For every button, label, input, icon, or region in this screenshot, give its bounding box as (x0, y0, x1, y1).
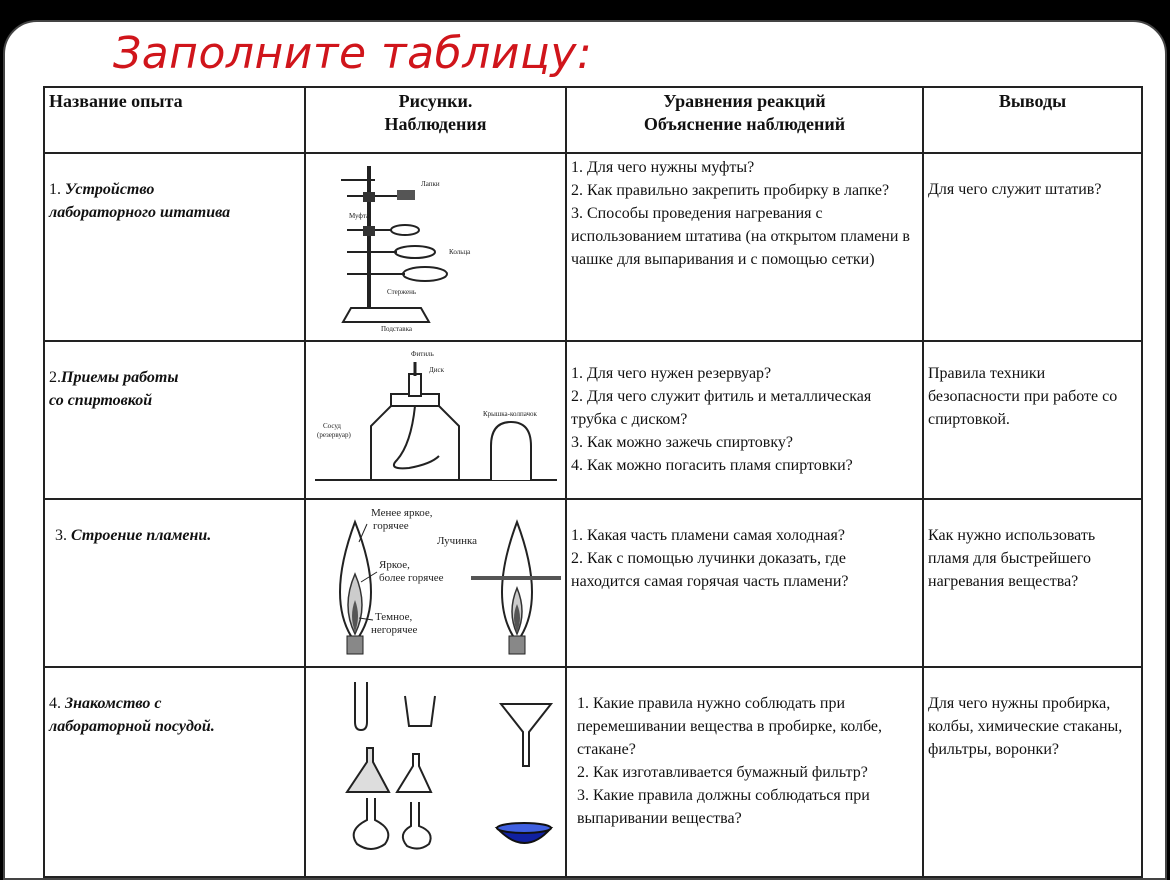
table-row (44, 153, 1142, 341)
question-item: 3. Способы проведения нагревания с использованием штатива (на открытом пламени в чашке для выпаривания и с помощью сетки) (571, 205, 910, 268)
row-number: 1. (49, 181, 61, 198)
label-kryshka: Крышка-колпачок (482, 410, 537, 418)
experiment-name-line2: лабораторного штатива (49, 204, 231, 221)
page-title: Заполните таблицу: (113, 28, 593, 79)
label-fitil: Фитиль (410, 350, 434, 358)
row-number: 3. (55, 527, 67, 544)
question-item: 1. Какая часть пламени самая холодная? (571, 527, 845, 544)
header-experiment-name: Название опыта (44, 87, 305, 153)
flame-structure-figure (311, 502, 561, 658)
header-conclusions: Выводы (923, 87, 1142, 153)
label-sosud: Сосуд (322, 422, 341, 430)
header-equations-line1: Уравнения реакций (663, 91, 826, 111)
figure-cell (305, 667, 566, 877)
experiment-table (43, 86, 1143, 878)
experiment-name-line1: Знакомство с (65, 695, 162, 712)
header-figures-line2: Наблюдения (384, 114, 487, 134)
lab-stand-figure (311, 156, 561, 332)
question-item: 3. Какие правила должны соблюдаться при выпаривании вещества? (577, 787, 870, 827)
experiment-name-line2: со спиртовкой (49, 392, 153, 409)
header-figures (305, 87, 566, 153)
label-dark: Темное, (374, 611, 412, 623)
label-lapki: Лапки (420, 180, 440, 188)
experiment-name-cell (44, 153, 305, 341)
figure-cell (305, 341, 566, 499)
label-mufta: Муфта (348, 212, 369, 220)
figure-cell (305, 153, 566, 341)
conclusion-cell: Для чего служит штатив? (923, 153, 1142, 341)
question-item: 1. Какие правила нужно соблюдать при перемешивании вещества в пробирке, колбе, стакане? (577, 695, 882, 758)
question-item: 1. Для чего нужен резервуар? (571, 365, 772, 382)
experiment-name-cell (44, 667, 305, 877)
label-hotter: более горячее (378, 572, 444, 584)
label-bright: Яркое, (378, 559, 410, 571)
label-not-hot: негорячее (370, 624, 417, 636)
questions-cell (566, 667, 923, 877)
label-podstavka: Подставка (380, 325, 412, 332)
glassware-figure (311, 670, 561, 856)
experiment-name-line1: Строение пламени. (71, 527, 212, 544)
header-figures-line1: Рисунки. (398, 91, 473, 111)
questions-cell (566, 499, 923, 667)
table-row (44, 499, 1142, 667)
slide (3, 20, 1167, 880)
header-equations (566, 87, 923, 153)
experiment-name-cell (44, 499, 305, 667)
conclusion-cell: Как нужно использовать пламя для быстрейшего нагревания вещества? (923, 499, 1142, 667)
label-hot: горячее (372, 520, 409, 532)
experiment-name-line1: Устройство (65, 181, 155, 198)
spirit-lamp-figure (311, 344, 561, 490)
row-number: 4. (49, 695, 61, 712)
experiment-name-line1: Приемы работы (61, 369, 179, 386)
label-disk: Диск (428, 366, 444, 374)
conclusion-cell: Правила техники безопасности при работе со спиртовкой. (923, 341, 1142, 499)
label-less-bright: Менее яркое, (370, 507, 433, 519)
question-item: 3. Как можно зажечь спиртовку? (571, 434, 793, 451)
question-item: 1. Для чего нужны муфты? (571, 159, 755, 176)
question-item: 2. Как с помощью лучинки доказать, где находится самая горячая часть пламени? (571, 550, 849, 590)
header-equations-line2: Объяснение наблюдений (643, 114, 846, 134)
questions-cell (566, 341, 923, 499)
question-item: 2. Для чего служит фитиль и металлическая трубка с диском? (571, 388, 872, 428)
label-kolca: Кольца (448, 248, 470, 256)
experiment-name-cell (44, 341, 305, 499)
questions-cell (566, 153, 923, 341)
table-row (44, 667, 1142, 877)
figure-cell (305, 499, 566, 667)
table-header-row (44, 87, 1142, 153)
table-row (44, 341, 1142, 499)
row-number: 2. (49, 369, 61, 386)
conclusion-cell: Для чего нужны пробирка, колбы, химические стаканы, фильтры, воронки? (923, 667, 1142, 877)
question-item: 4. Как можно погасить пламя спиртовки? (571, 457, 853, 474)
question-item: 2. Как изготавливается бумажный фильтр? (577, 764, 868, 781)
label-luchinka: Лучинка (436, 535, 477, 547)
question-item: 2. Как правильно закрепить пробирку в лапке? (571, 182, 890, 199)
label-rezervuar: (резервуар) (316, 431, 351, 439)
experiment-name-line2: лабораторной посудой. (49, 718, 215, 735)
label-sterzhen: Стержень (386, 288, 416, 296)
